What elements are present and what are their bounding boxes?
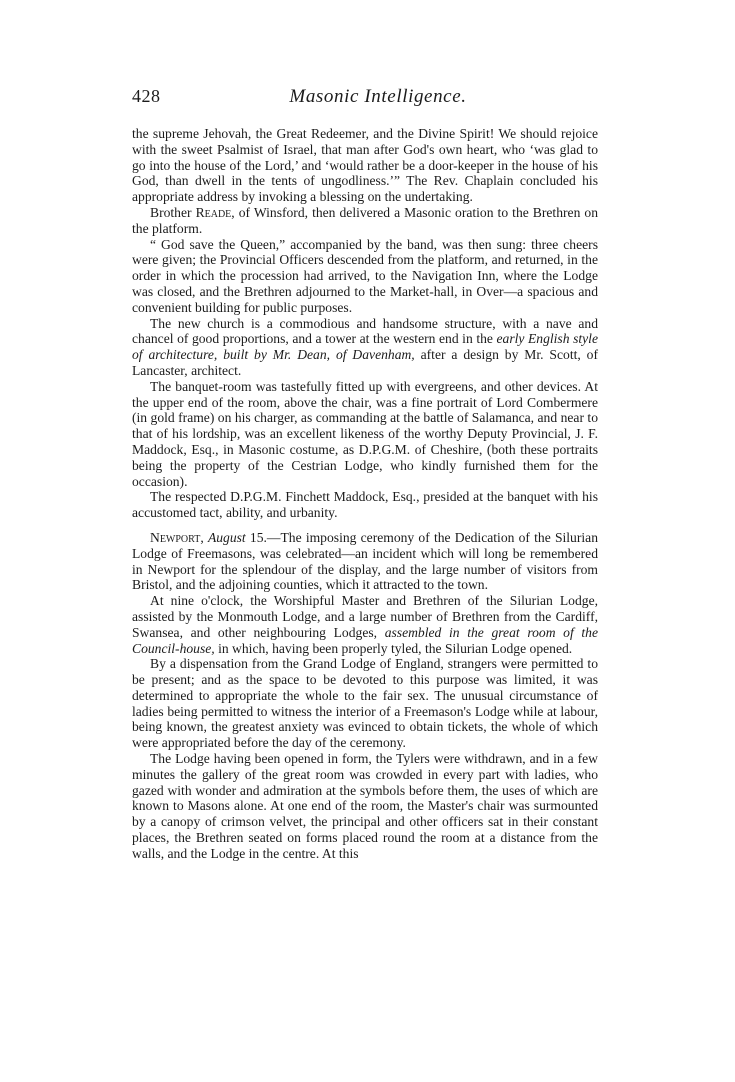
paragraph <box>132 593 598 656</box>
article-body <box>132 126 598 862</box>
paragraph <box>132 751 598 862</box>
text-run: The new church is a commodious and handsome structure, with a nave and chancel of good proportions, and a tower at the western end in the <box>132 315 598 347</box>
text-run: By a dispensation from the Grand Lodge of England, strangers were permitted to be present; and as the space to be devoted to this purpose was limited, it was determined to appropriate the whole to the fair sex. The unusual circumstance of ladies being permitted to witness the interior of a Freemason's Lodge while at labour, being known, the greatest anxiety was evinced to obtain tickets, the whole of which were appropriated before the day of the ceremony. <box>132 656 598 751</box>
text-run: in which, having been properly tyled, the Silurian Lodge opened. <box>214 640 573 656</box>
paragraph <box>132 316 598 379</box>
paragraph <box>132 126 598 205</box>
text-run: The banquet-room was tastefully fitted up with evergreens, and other devices. At the upper end of the room, above the chair, was a fine portrait of Lord Combermere (in gold frame) on his charger, as commanding at the battle of Salamanca, and near to that of his lordship, was an excellent likeness of the worthy Deputy Provincial, J. F. Maddock, Esq., in Masonic costume, as D.P.G.M. of Cheshire, (both these portraits being the property of the Cestrian Lodge, who kindly furnished them for the occasion). <box>132 378 598 489</box>
text-run: after a design by Mr. Scott, of Lancaster, architect. <box>132 347 599 378</box>
text-run: Brother <box>150 204 196 220</box>
text-run: The Lodge having been opened in form, the Tylers were withdrawn, and in a few minutes the gallery of the great room was crowded in every part with ladies, who gazed with wonder and admiration at the symbols before them, the uses of which are known to Masons alone. At one end of the room, the Master's chair was surmounted by a canopy of crimson velvet, the principal and other officers sat in their constant places, the Brethren seated on forms placed round the room at a distance from the walls, and the Lodge in the centre. At this <box>132 751 598 861</box>
text-run: The respected D.P.G.M. Finchett Maddock, Esq., presided at the banquet with his accustomed tact, ability, and urbanity. <box>132 489 598 521</box>
text-run: At nine o'clock, the Worshipful Master and Brethren of the Silurian Lodge, assisted by the Monmouth Lodge, and a large number of Brethren from the Cardiff, Swansea, and other neighbouring Lodges, <box>132 593 598 640</box>
paragraph <box>132 656 598 751</box>
text-run: “ God save the Queen,” accompanied by the band, was then sung: three cheers were given; the Provincial Officers descended from the platform, and returned, in the order in which the procession had arrived, to the Navigation Inn, where the Lodge was closed, and the Brethren adjourned to the Market-hall, in Over—a spacious and convenient building for public purposes. <box>132 236 598 315</box>
page-number: 428 <box>132 86 161 106</box>
paragraph <box>132 237 598 316</box>
paragraph <box>132 205 598 237</box>
text-run: , of Winsford, then delivered a Masonic oration to the Brethren on the platform. <box>132 204 598 236</box>
text-run: August <box>207 529 246 545</box>
text-run: the supreme Jehovah, the Great Redeemer, and the Divine Spirit! We should rejoice with the sweet Psalmist of Israel, that man after God's own heart, who ‘was glad to go into the house of the Lord,’ and ‘would rather be a door-keeper in the house of his God, than dwell in the tents of ungodliness.’” The Rev. Chaplain concluded his appropriate address by invoking a blessing on the undertaking. <box>132 126 598 205</box>
text-run: , <box>200 529 208 545</box>
text-run: Reade <box>195 204 232 220</box>
text-run: assembled in the great room of the Council-house, <box>132 624 598 656</box>
text-run: 15.—The imposing ceremony of the Dedication of the Silurian Lodge of Freemasons, was celebrated—an incident which will long be remembered in Newport for the splendour of the display, and the large number of visitors from Bristol, and the adjoining counties, which it attracted to the town. <box>132 529 598 593</box>
paragraph <box>132 530 598 593</box>
paragraph <box>132 379 598 490</box>
text-run: Newport <box>150 529 201 545</box>
page-header <box>132 86 604 116</box>
text-run: early English style of architecture, built by Mr. Dean, of Davenham, <box>132 331 598 363</box>
paragraph <box>132 489 598 521</box>
running-title: Masonic Intelligence. <box>289 86 467 107</box>
